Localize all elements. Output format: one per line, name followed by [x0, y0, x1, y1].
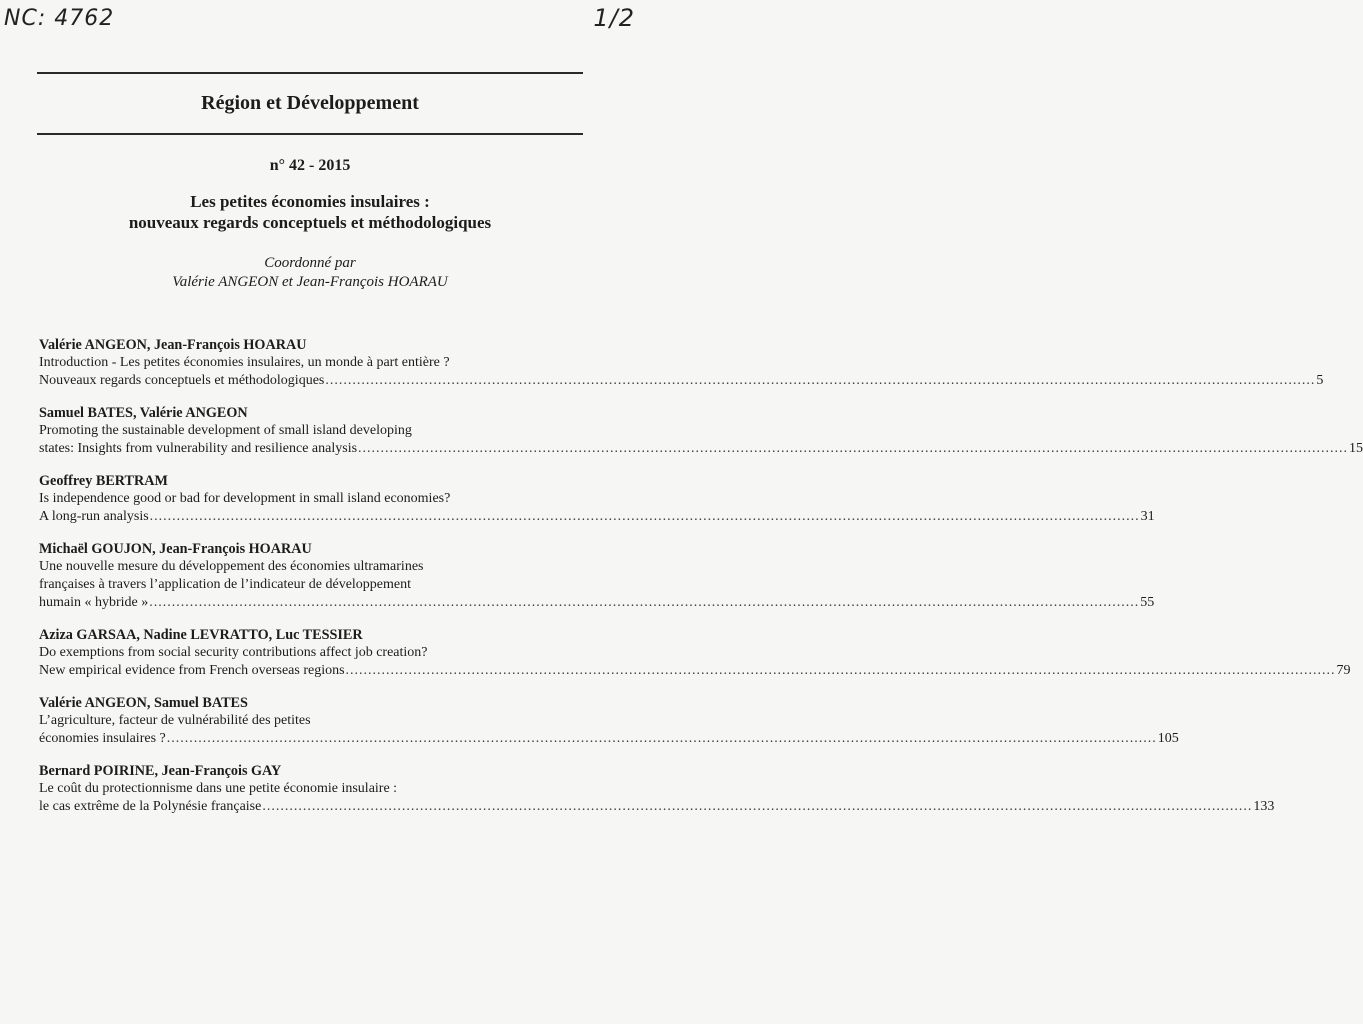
coordinated-by-label: Coordonné par: [264, 255, 356, 271]
toc-entry-authors: Michaël GOUJON, Jean-François HOARAU: [39, 541, 312, 557]
toc-entry-authors: Valérie ANGEON, Jean-François HOARAU: [39, 337, 307, 353]
toc-entry-last-line: [39, 508, 1155, 526]
dot-leader: ............................................................................................................................................................................................................................: [149, 595, 1140, 610]
bottom-rule: [37, 133, 583, 135]
toc-entry: [39, 694, 1179, 748]
toc-entry-authors: Bernard POIRINE, Jean-François GAY: [39, 763, 282, 779]
dot-leader: ............................................................................................................................................................................................................................: [345, 663, 1336, 678]
issue-title: [37, 191, 583, 233]
issue-title-line-1: Les petites économies insulaires :: [190, 192, 430, 211]
toc-entry-authors: Samuel BATES, Valérie ANGEON: [39, 405, 248, 421]
toc-entry-title-line: Is independence good or bad for development in small island economies?: [39, 491, 451, 506]
toc-entry: [39, 404, 1363, 458]
table-of-contents: [39, 336, 1363, 830]
toc-entry-last-line: [39, 662, 1351, 680]
toc-entry-last-line: [39, 440, 1363, 458]
toc-entry: [39, 626, 1351, 680]
toc-entry-title-line: L’agriculture, facteur de vulnérabilité des petites: [39, 713, 311, 728]
dot-leader: ............................................................................................................................................................................................................................: [358, 441, 1349, 456]
toc-entry-page-number: 5: [1316, 373, 1324, 388]
toc-entry-title-end: le cas extrême de la Polynésie française: [39, 799, 262, 814]
toc-entry-title-line: Introduction - Les petites économies insulaires, un monde à part entière ?: [39, 355, 450, 370]
dot-leader: ............................................................................................................................................................................................................................: [325, 373, 1316, 388]
toc-entry: [39, 762, 1275, 816]
toc-entry: [39, 472, 1155, 526]
toc-entry-title-end: states: Insights from vulnerability and resilience analysis: [39, 441, 358, 456]
top-rule: [37, 72, 583, 74]
toc-entry-page-number: 55: [1140, 595, 1155, 610]
toc-entry-title-end: New empirical evidence from French overseas regions: [39, 663, 345, 678]
toc-entry: [39, 336, 1324, 390]
toc-entry-title-end: A long-run analysis: [39, 509, 149, 524]
toc-entry-page-number: 15: [1349, 441, 1363, 456]
journal-title: Région et Développement: [201, 92, 419, 114]
toc-entry-title-end: économies insulaires ?: [39, 731, 166, 746]
toc-entry-title-line: Do exemptions from social security contributions affect job creation?: [39, 645, 428, 660]
toc-entry-title-end: humain « hybride »: [39, 595, 149, 610]
toc-entry-page-number: 79: [1336, 663, 1351, 678]
toc-entry-last-line: [39, 372, 1324, 390]
dot-leader: ............................................................................................................................................................................................................................: [262, 799, 1253, 814]
toc-entry-last-line: [39, 730, 1179, 748]
toc-entry-authors: Valérie ANGEON, Samuel BATES: [39, 695, 248, 711]
toc-entry-page-number: 105: [1157, 731, 1179, 746]
toc-entry-title-end: Nouveaux regards conceptuels et méthodologiques: [39, 373, 325, 388]
handwritten-page-mark: 1/2: [593, 4, 635, 32]
toc-entry-title-line: Une nouvelle mesure du développement des économies ultramarines: [39, 559, 424, 574]
handwritten-call-number: NC: 4762: [4, 6, 115, 31]
coordinators: [37, 254, 583, 292]
toc-entry-title-line: Le coût du protectionnisme dans une petite économie insulaire :: [39, 781, 398, 796]
toc-entry-page-number: 31: [1140, 509, 1155, 524]
toc-entry: [39, 540, 1155, 612]
toc-entry-page-number: 133: [1253, 799, 1275, 814]
toc-entry-authors: Aziza GARSAA, Nadine LEVRATTO, Luc TESSIER: [39, 627, 363, 643]
editors-names: Valérie ANGEON et Jean-François HOARAU: [172, 274, 448, 290]
toc-entry-title-line: Promoting the sustainable development of small island developing: [39, 423, 412, 438]
issue-title-line-2: nouveaux regards conceptuels et méthodologiques: [128, 213, 492, 232]
issue-number: n° 42 - 2015: [269, 157, 351, 174]
toc-entry-last-line: [39, 798, 1275, 816]
toc-entry-title-line: françaises à travers l’application de l’indicateur de développement: [39, 577, 411, 592]
dot-leader: ............................................................................................................................................................................................................................: [149, 509, 1140, 524]
toc-entry-authors: Geoffrey BERTRAM: [39, 473, 168, 489]
toc-entry-last-line: [39, 594, 1155, 612]
dot-leader: ............................................................................................................................................................................................................................: [166, 731, 1157, 746]
